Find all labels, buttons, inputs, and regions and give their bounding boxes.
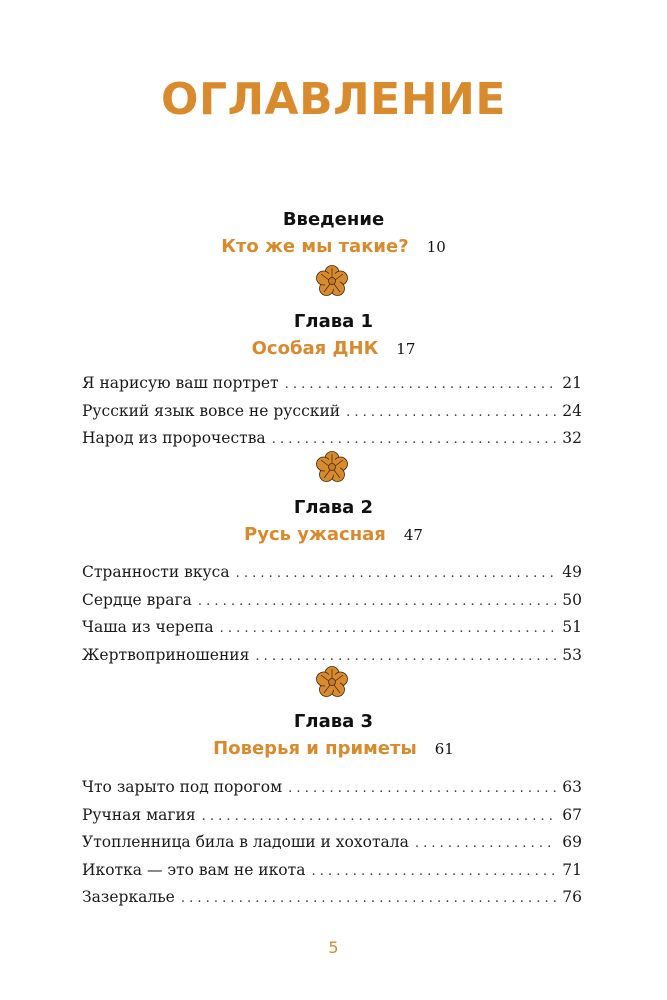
chapter-2-section (0, 495, 667, 549)
entry-text: Я нарисую ваш портрет (82, 374, 279, 392)
chapter-1-entries (82, 370, 582, 453)
leader-dots (255, 643, 556, 671)
entry-text: Зазеркалье (82, 888, 175, 906)
chapter-1-title-line[interactable] (0, 335, 667, 363)
entry-page: 49 (562, 563, 582, 581)
toc-entry[interactable] (82, 802, 582, 830)
chapter-2-label: Глава 2 (293, 497, 374, 518)
chapter-3-title: Поверья и приметы (213, 738, 417, 759)
toc-entry[interactable] (82, 425, 582, 453)
entry-page: 76 (562, 888, 582, 906)
toc-entry[interactable] (82, 774, 582, 802)
entry-text: Сердце врага (82, 590, 192, 609)
leader-dots (346, 399, 556, 427)
entry-page: 50 (562, 590, 582, 609)
entry-page: 51 (562, 618, 582, 636)
introduction-label: Введение (282, 209, 385, 230)
entry-text: Что зарыто под порогом (82, 778, 283, 796)
chapter-1-label: Глава 1 (293, 311, 374, 332)
page-number: 5 (328, 938, 339, 957)
flower-ornament-icon (316, 265, 348, 297)
entry-text: Чаша из черепа (82, 618, 214, 636)
flower-ornament-icon (316, 666, 348, 698)
entry-page: 53 (562, 645, 582, 664)
leader-dots (198, 588, 556, 616)
entry-page: 69 (562, 833, 582, 851)
leader-dots (181, 885, 556, 913)
entry-text: Жертвоприношения (82, 645, 250, 664)
entry-text: Народ из пророчества (82, 429, 266, 447)
flower-ornament-icon (316, 451, 348, 483)
toc-entry[interactable] (82, 559, 582, 587)
toc-entry[interactable] (82, 398, 582, 426)
entry-page: 63 (562, 778, 582, 796)
page-title: ОГЛАВЛЕНИЕ (161, 74, 506, 125)
chapter-1-title: Особая ДНК (251, 338, 379, 359)
entry-page: 67 (562, 805, 582, 824)
toc-entry[interactable] (82, 829, 582, 857)
entry-page: 71 (562, 860, 582, 879)
introduction-page: 10 (426, 238, 446, 256)
leader-dots (236, 560, 557, 588)
toc-entry[interactable] (82, 857, 582, 885)
introduction-title: Кто же мы такие? (221, 236, 409, 257)
chapter-2-entries (82, 559, 582, 669)
entry-page: 21 (562, 374, 582, 392)
leader-dots (311, 858, 556, 886)
chapter-3-title-line[interactable] (0, 735, 667, 763)
toc-entry[interactable] (82, 884, 582, 912)
chapter-3-section (0, 709, 667, 763)
entry-text: Ручная магия (82, 805, 196, 824)
chapter-3-label: Глава 3 (293, 711, 374, 732)
chapter-2-title-line[interactable] (0, 521, 667, 549)
introduction-title-line[interactable] (0, 233, 667, 261)
leader-dots (220, 615, 557, 643)
toc-entry[interactable] (82, 642, 582, 670)
leader-dots (285, 371, 557, 399)
leader-dots (415, 830, 556, 858)
leader-dots (272, 426, 557, 454)
toc-entry[interactable] (82, 587, 582, 615)
chapter-1-page: 17 (396, 340, 416, 358)
chapter-2-page: 47 (403, 526, 423, 544)
introduction-section (0, 207, 667, 261)
entry-page: 32 (562, 429, 582, 447)
toc-entry[interactable] (82, 370, 582, 398)
chapter-3-page: 61 (434, 740, 454, 758)
entry-text: Русский язык вовсе не русский (82, 401, 341, 420)
leader-dots (288, 775, 556, 803)
toc-entry[interactable] (82, 614, 582, 642)
chapter-2-title: Русь ужасная (244, 524, 386, 545)
chapter-1-section (0, 309, 667, 363)
entry-text: Странности вкуса (82, 563, 230, 581)
leader-dots (202, 803, 557, 831)
entry-page: 24 (562, 401, 582, 420)
entry-text: Икотка — это вам не икота (82, 860, 306, 879)
chapter-3-entries (82, 774, 582, 912)
entry-text: Утопленница била в ладоши и хохотала (82, 833, 409, 851)
